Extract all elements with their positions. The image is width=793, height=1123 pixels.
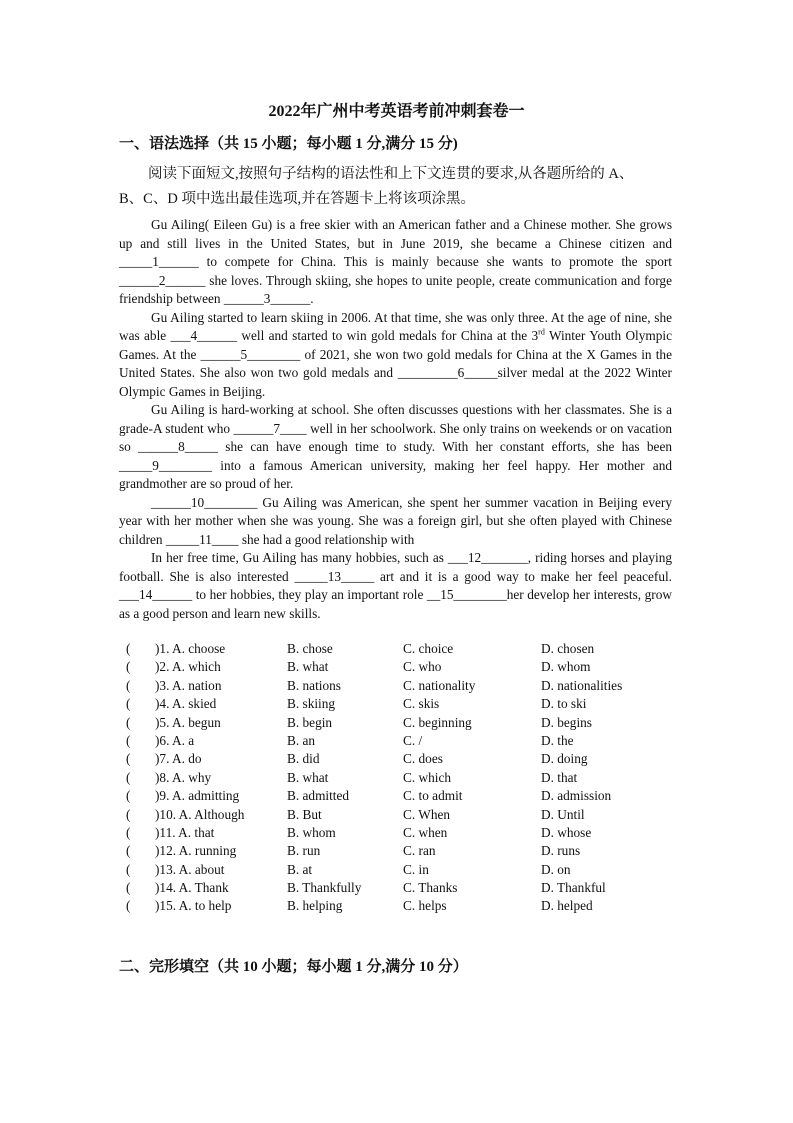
ordinal-suffix: rd bbox=[538, 327, 545, 337]
passage-paragraph-2 bbox=[119, 309, 672, 402]
option-b: B. skiing bbox=[287, 696, 336, 712]
option-a: )5. A. begun bbox=[155, 714, 221, 730]
option-d: D. the bbox=[541, 732, 574, 748]
answer-blank[interactable]: ( bbox=[126, 806, 131, 822]
answer-blank[interactable]: ( bbox=[126, 696, 131, 712]
option-d: D. doing bbox=[541, 751, 588, 767]
option-d: D. runs bbox=[541, 843, 581, 859]
option-b: B. run bbox=[287, 843, 321, 859]
passage-paragraph-1: Gu Ailing( Eileen Gu) is a free skier with an American father and a Chinese mother. She grows up and still lives in the United States, but in June 2019, she became a Chinese citizen and _____1______ to compete for China. This is mainly because she wants to promote the sport ______2______ she loves. Through skiing, she hopes to unite people, create communication and forge friendship between ______3______. bbox=[119, 217, 672, 306]
option-b: B. an bbox=[287, 732, 316, 748]
option-c: C. does bbox=[403, 751, 443, 767]
option-d: D. Thankful bbox=[541, 880, 606, 896]
option-d: D. on bbox=[541, 861, 571, 877]
answer-blank[interactable]: ( bbox=[126, 641, 131, 656]
option-d: D. helped bbox=[541, 898, 593, 914]
option-b: B. whom bbox=[287, 824, 336, 840]
option-a: )11. A. that bbox=[155, 824, 215, 840]
option-a: )7. A. do bbox=[155, 751, 202, 767]
option-b: B. But bbox=[287, 806, 322, 822]
instruction-line-2: B、C、D 项中选出最佳选项,并在答题卡上将该项涂黑。 bbox=[119, 191, 476, 207]
answer-blank[interactable]: ( bbox=[126, 677, 131, 693]
option-b: B. did bbox=[287, 751, 320, 767]
option-a: )1. A. choose bbox=[155, 641, 226, 656]
option-a: )12. A. running bbox=[155, 843, 237, 859]
option-c: C. When bbox=[403, 806, 451, 822]
answer-blank[interactable]: ( bbox=[126, 843, 131, 859]
answer-blank[interactable]: ( bbox=[126, 788, 131, 804]
option-a: )13. A. about bbox=[155, 861, 225, 877]
option-d: D. chosen bbox=[541, 641, 595, 656]
answer-blank[interactable]: ( bbox=[126, 769, 131, 785]
option-a: )15. A. to help bbox=[155, 898, 232, 914]
option-a: )8. A. why bbox=[155, 769, 212, 785]
option-c: C. when bbox=[403, 824, 448, 840]
option-c: C. beginning bbox=[403, 714, 472, 730]
option-d: D. whom bbox=[541, 659, 591, 675]
option-a: )6. A. a bbox=[155, 732, 195, 748]
option-a: )4. A. skied bbox=[155, 696, 217, 712]
option-d: D. begins bbox=[541, 714, 592, 730]
option-b: B. begin bbox=[287, 714, 333, 730]
option-b: B. what bbox=[287, 769, 329, 785]
answer-blank[interactable]: ( bbox=[126, 659, 131, 675]
option-c: C. helps bbox=[403, 898, 447, 914]
option-b: B. nations bbox=[287, 677, 341, 693]
option-a: )14. A. Thank bbox=[155, 880, 229, 896]
section1-instruction bbox=[119, 162, 684, 212]
answer-blank[interactable]: ( bbox=[126, 714, 131, 730]
passage-paragraph-2-a: Gu Ailing started to learn skiing in 2006. At that time, she was only three. At the age of nine, she was able ___4______ well and started to win gold medals for China at the 3 bbox=[119, 309, 672, 343]
answer-blank[interactable]: ( bbox=[126, 824, 131, 840]
option-a: )3. A. nation bbox=[155, 677, 222, 693]
option-d: D. to ski bbox=[541, 696, 587, 712]
option-b: B. at bbox=[287, 861, 313, 877]
option-d: D. admission bbox=[541, 788, 612, 804]
option-c: C. which bbox=[403, 769, 452, 785]
option-c: C. nationality bbox=[403, 677, 476, 693]
option-a: )10. A. Although bbox=[155, 806, 245, 822]
option-d: D. nationalities bbox=[541, 677, 623, 693]
answer-blank[interactable]: ( bbox=[126, 898, 131, 914]
option-c: C. who bbox=[403, 659, 442, 675]
instruction-line-1: 阅读下面短文,按照句子结构的语法性和上下文连贯的要求,从各题所给的 A、 bbox=[148, 166, 634, 182]
answer-blank[interactable]: ( bbox=[126, 861, 131, 877]
section2-heading: 二、完形填空（共 10 小题；每小题 1 分,满分 10 分） bbox=[119, 959, 468, 975]
passage-paragraph-3: Gu Ailing is hard-working at school. She often discusses questions with her classmates. She is a grade-A student who ______7____ well in her schoolwork. She only trains on weekends or on vacation so ______8_____ she can have enough time to study. With her constant efforts, she has been _____9________ into a famous American university, making her feel happy. Her mother and grandmother are so proud of her. bbox=[119, 402, 672, 491]
option-c: C. in bbox=[403, 861, 429, 877]
option-d: D. that bbox=[541, 769, 578, 785]
answer-blank[interactable]: ( bbox=[126, 751, 131, 767]
page-title: 2022年广州中考英语考前冲刺套卷一 bbox=[268, 103, 525, 120]
option-a: )2. A. which bbox=[155, 659, 221, 675]
passage-paragraph-2-b: Winter Youth Olympic Games. At the ______5________ of 2021, she won two gold medals for China at the X Games in the United States. She also won two gold medals and _________6_____silver medal at the 2022 Winter Olympic Games in Beijing. bbox=[119, 328, 672, 399]
section1-heading: 一、语法选择（共 15 小题；每小题 1 分,满分 15 分) bbox=[119, 136, 458, 152]
option-b: B. what bbox=[287, 659, 329, 675]
option-c: C. skis bbox=[403, 696, 440, 712]
option-d: D. whose bbox=[541, 824, 592, 840]
option-c: C. Thanks bbox=[403, 880, 458, 896]
option-a: )9. A. admitting bbox=[155, 788, 240, 804]
option-d: D. Until bbox=[541, 806, 585, 822]
option-b: B. Thankfully bbox=[287, 880, 362, 896]
answer-blank[interactable]: ( bbox=[126, 880, 131, 896]
option-c: C. to admit bbox=[403, 788, 463, 804]
option-c: C. choice bbox=[403, 641, 454, 656]
passage-paragraph-5: In her free time, Gu Ailing has many hobbies, such as ___12_______, riding horses and playing football. She is also interested _____13_____ art and it is a good way to make her feel peaceful. ___14______ to her hobbies, they play an important role __15________her develop her interests, grow as a good person and learn new skills. bbox=[119, 550, 672, 621]
option-c: C. / bbox=[403, 732, 423, 748]
option-c: C. ran bbox=[403, 843, 436, 859]
option-b: B. admitted bbox=[287, 788, 350, 804]
reading-passage bbox=[119, 216, 672, 623]
option-b: B. helping bbox=[287, 898, 343, 914]
answer-blank[interactable]: ( bbox=[126, 732, 131, 748]
passage-paragraph-4: ______10________ Gu Ailing was American, she spent her summer vacation in Beijing every year with her mother when she was young. She was a foreign girl, but she often played with Chinese children _____11____ she had a good relationship with bbox=[119, 494, 672, 547]
option-b: B. chose bbox=[287, 641, 333, 656]
